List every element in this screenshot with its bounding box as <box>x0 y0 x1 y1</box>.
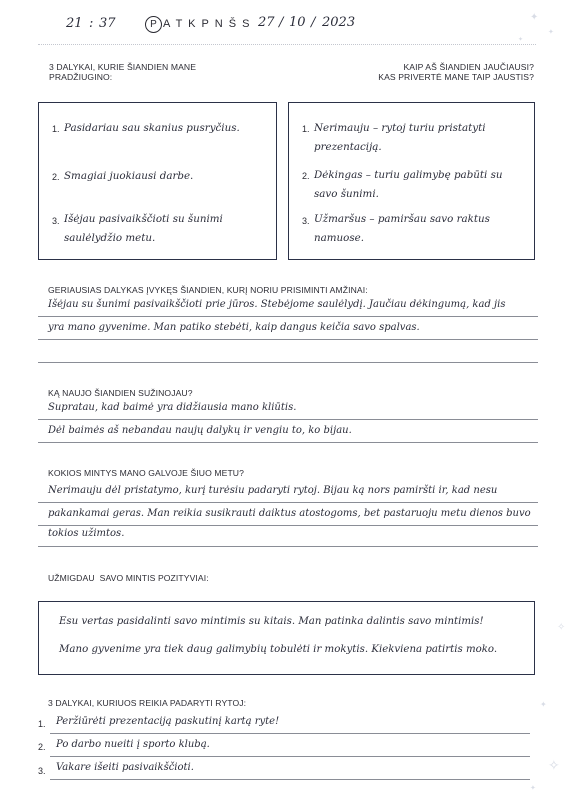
date-month: 10 <box>289 15 306 30</box>
tomorrow-item-1: Peržiūrėti prezentaciją paskutinį kartą ryte! <box>56 716 280 727</box>
feelings-item-2-line2: savo šunimi. <box>314 188 379 200</box>
weekday-selected <box>145 16 162 33</box>
star-decoration-icon: ✦ <box>548 28 554 36</box>
tomorrow-number-1: 1. <box>38 719 46 729</box>
feelings-box <box>288 102 535 260</box>
joys-item-3-line1: Išėjau pasivaikščioti su šunimi <box>64 213 223 225</box>
positive-box <box>38 601 535 675</box>
header-divider <box>38 44 536 45</box>
joys-title-line1: 3 DALYKAI, KURIE ŠIANDIEN MANE <box>49 62 197 72</box>
tomorrow-item-3: Vakare išeiti pasivaikščioti. <box>56 762 194 773</box>
feel-title-line1: KAIP AŠ ŠIANDIEN JAUČIAUSI? <box>403 62 534 72</box>
feelings-item-2-line1: Dėkingas – turiu galimybę pabūti su <box>314 169 503 181</box>
best-rule-2 <box>38 339 538 340</box>
tomorrow-title: 3 DALYKAI, KURIUOS REIKIA PADARYTI RYTOJ: <box>48 698 247 708</box>
tomorrow-number-3: 3. <box>38 766 46 776</box>
joys-item-2: Smagiai juokiausi darbe. <box>64 170 194 182</box>
feelings-item-3-line1: Užmaršus – pamiršau savo raktus <box>314 213 490 225</box>
feelings-number-1: 1. <box>302 124 310 134</box>
thoughts-rule-3 <box>38 546 538 547</box>
feelings-number-3: 3. <box>302 216 310 226</box>
thoughts-line-1: Nerimauju dėl pristatymo, kurį turėsiu padaryti rytoj. Bijau ką nors pamiršti ir, kad nesu <box>48 485 498 496</box>
thoughts-rule-1 <box>38 502 538 503</box>
best-line-1: Išėjau su šunimi pasivaikščioti prie jūros. Stebėjome saulėlydį. Jaučiau dėkingumą, kad jis <box>48 299 506 310</box>
best-title: GERIAUSIAS DALYKAS ĮVYKĘS ŠIANDIEN, KURĮ NORIU PRISIMINTI AMŽINAI: <box>48 285 368 295</box>
tomorrow-number-2: 2. <box>38 742 46 752</box>
learned-rule-1 <box>38 419 538 420</box>
star-decoration-icon: ✦ <box>530 784 536 792</box>
joys-number-1: 1. <box>52 124 60 134</box>
learned-line-2: Dėl baimės aš nebandau naujų dalykų ir vengiu to, ko bijau. <box>48 425 352 436</box>
date-separator-1: / <box>279 15 284 30</box>
feelings-item-3-line2: namuose. <box>314 232 365 244</box>
star-decoration-icon: ✦ <box>540 700 547 709</box>
learned-line-1: Supratau, kad baimė yra didžiausia mano kliūtis. <box>48 402 297 413</box>
positive-line-2: Mano gyvenime yra tiek daug galimybių tobulėti ir mokytis. Kiekviena patirtis moko. <box>59 644 498 655</box>
joys-box <box>38 102 277 260</box>
best-rule-1 <box>38 316 538 317</box>
feelings-item-1-line2: prezentaciją. <box>314 141 382 153</box>
thoughts-line-3: tokios užimtos. <box>48 528 125 539</box>
date-separator-2: / <box>311 15 316 30</box>
joys-number-3: 3. <box>52 216 60 226</box>
weekdays: A T K P N Š S <box>163 18 251 30</box>
joys-item-1: Pasidariau sau skanius pusryčius. <box>64 122 240 134</box>
learned-rule-2 <box>38 442 538 443</box>
best-rule-3 <box>38 362 538 363</box>
star-decoration-icon: ✦ <box>530 12 539 23</box>
joys-title-line2: PRADŽIUGINO: <box>49 72 113 82</box>
positive-line-1: Esu vertas pasidalinti savo mintimis su kitais. Man patinka dalintis savo mintimis! <box>59 616 484 627</box>
feel-title-line2: KAS PRIVERTĖ MANE TAIP JAUSTIS? <box>378 72 534 82</box>
time-minute: 37 <box>99 16 116 31</box>
time-hour: 21 <box>66 16 83 31</box>
thoughts-rule-2 <box>38 525 538 526</box>
feelings-number-2: 2. <box>302 171 310 181</box>
tomorrow-rule-2 <box>50 756 530 757</box>
star-decoration-icon: ✧ <box>548 758 560 774</box>
positive-title: UŽMIGDAU SAVO MINTIS POZITYVIAI: <box>48 573 209 583</box>
thoughts-title: KOKIOS MINTYS MANO GALVOJE ŠIUO METU? <box>48 468 244 478</box>
star-decoration-icon: ✧ <box>557 622 566 633</box>
best-line-2: yra mano gyvenime. Man patiko stebėti, kaip dangus keičia savo spalvas. <box>48 322 420 333</box>
learned-title: KĄ NAUJO ŠIANDIEN SUŽINOJAU? <box>48 388 193 398</box>
feelings-item-1-line1: Nerimauju – rytoj turiu pristatyti <box>314 122 486 134</box>
time-separator: : <box>89 16 94 31</box>
date-year: 2023 <box>322 15 356 30</box>
joys-item-3-line2: saulėlydžio metu. <box>64 232 156 244</box>
joys-number-2: 2. <box>52 172 60 182</box>
tomorrow-rule-1 <box>50 733 530 734</box>
tomorrow-item-2: Po darbo nueiti į sporto klubą. <box>56 739 210 750</box>
tomorrow-rule-3 <box>50 779 530 780</box>
thoughts-line-2: pakankamai geras. Man reikia susikrauti daiktus atostogoms, bet pastaruoju metu dienos buvo <box>48 508 531 519</box>
star-decoration-icon: ✦ <box>518 36 524 43</box>
weekday-selected-letter: P <box>150 19 157 30</box>
date-day: 27 <box>258 15 275 30</box>
